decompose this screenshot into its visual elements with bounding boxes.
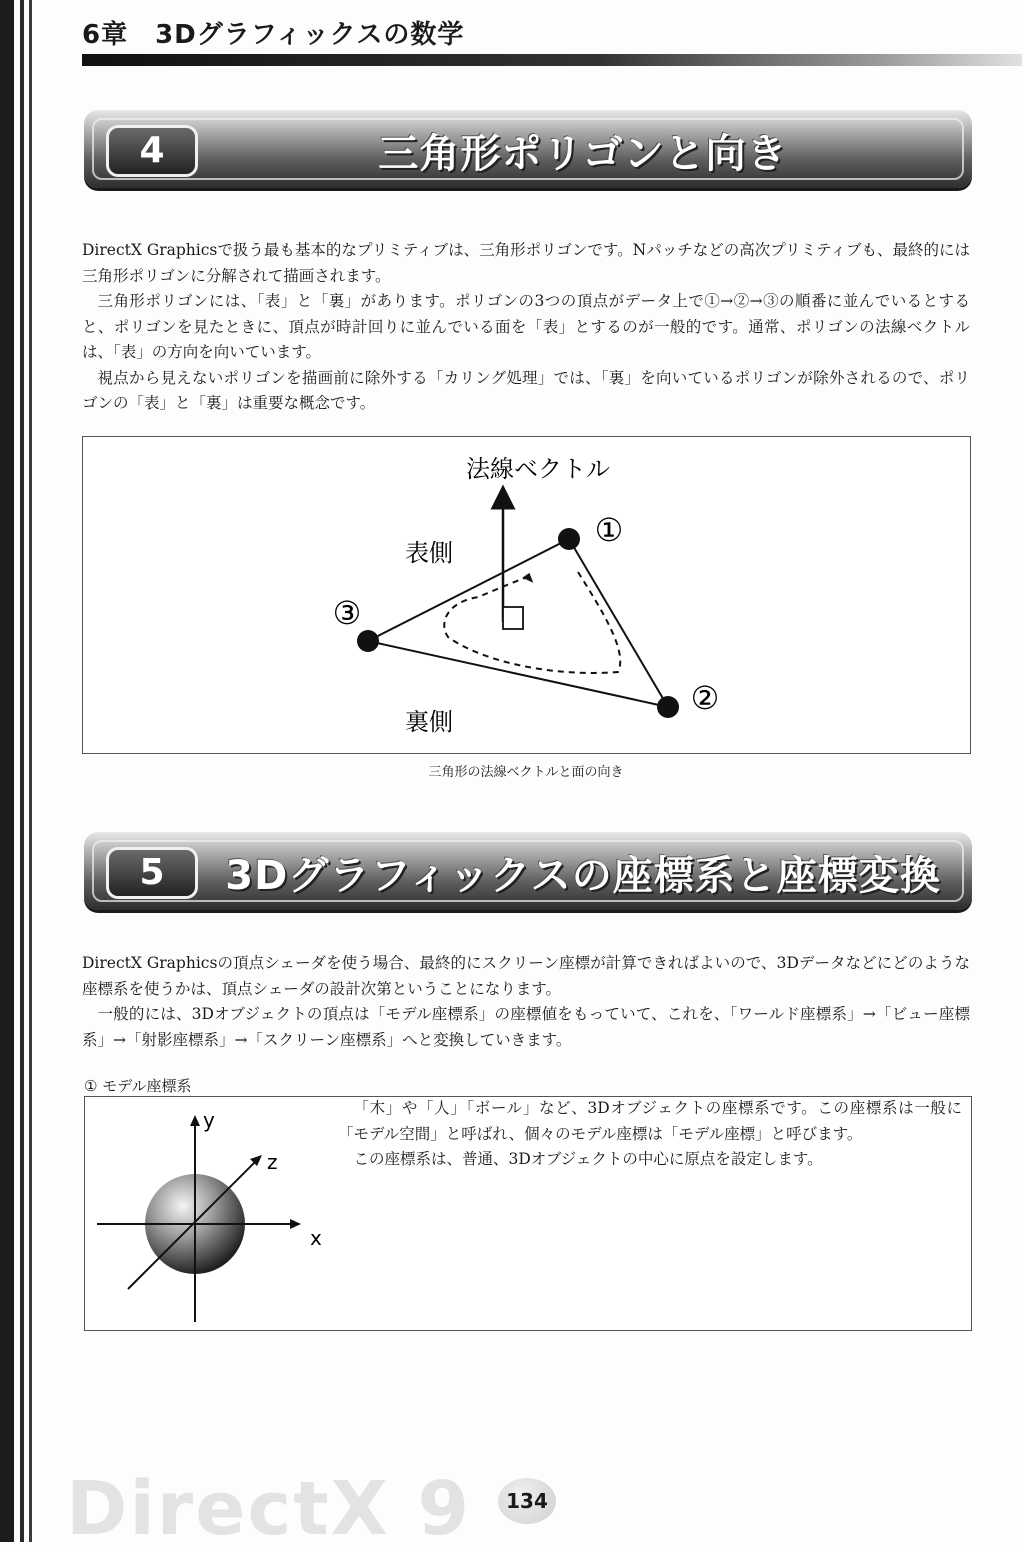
winding-path: [444, 572, 620, 673]
section-banner-4: [84, 110, 972, 188]
section4-body: [82, 238, 970, 417]
x-axis-arrowhead: [290, 1219, 301, 1229]
triangle-diagram: [83, 437, 970, 753]
figure-caption: 三角形の法線ベクトルと面の向き: [428, 765, 624, 780]
paragraph: DirectX Graphicsで扱う最も基本的なプリミティブは、三角形ポリゴンです。Nパッチなどの高次プリミティブも、最終的には三角形ポリゴンに分解されて描画されます。: [82, 241, 970, 285]
section-number: 5: [106, 847, 198, 899]
back-side-label: 裏側: [405, 708, 453, 736]
vertex-dot-2: [657, 696, 679, 718]
chapter-title: 6章 3Dグラフィックスの数学: [82, 20, 465, 50]
section-title: 三角形ポリゴンと向き: [378, 131, 788, 177]
normal-label: 法線ベクトル: [466, 455, 610, 483]
triangle-figure: [82, 436, 971, 754]
front-side-label: 表側: [405, 539, 453, 567]
winding-arrowhead: [522, 571, 536, 583]
paragraph: 視点から見えないポリゴンを描画前に除外する「カリング処理」では、「裏」を向いているポリゴンが除外されるので、ポリゴンの「表」と「裏」は重要な概念です。: [82, 368, 970, 412]
section-number: 4: [106, 125, 198, 177]
subsection-heading: ① モデル座標系: [84, 1077, 192, 1095]
vertex-label-3: ③: [332, 594, 362, 632]
section-title: 3Dグラフィックスの座標系と座標変換: [225, 853, 941, 899]
vertex-dot-1: [558, 528, 580, 550]
vertex-label-2: ②: [690, 679, 720, 717]
paragraph: DirectX Graphicsの頂点シェーダを使う場合、最終的にスクリーン座標が計算できればよいので、3Dデータなどにどのような座標系を使うかは、頂点シェーダの設計次第ということになります。: [82, 954, 970, 998]
y-axis-label: y: [203, 1108, 215, 1132]
paragraph: 一般的には、3Dオブジェクトの頂点は「モデル座標系」の座標値をもっていて、これを、「ワールド座標系」→「ビュー座標系」→「射影座標系」→「スクリーン座標系」へと変換していきます。: [82, 1005, 970, 1049]
x-axis-label: x: [310, 1226, 322, 1250]
section5-body: [82, 951, 970, 1053]
z-axis-label: z: [267, 1150, 278, 1174]
y-axis-arrowhead: [190, 1115, 200, 1126]
page-number: 134: [498, 1478, 556, 1524]
paragraph: 「木」や「人」「ボール」など、3Dオブジェクトの座標系です。この座標系は一般に「モデル空間」と呼ばれ、個々のモデル座標は「モデル座標」と呼びます。: [338, 1099, 962, 1143]
right-angle-marker: [503, 607, 523, 629]
paragraph: 三角形ポリゴンには、「表」と「裏」があります。ポリゴンの3つの頂点がデータ上で①→②→③の順番に並んでいるとすると、ポリゴンを見たときに、頂点が時計回りに並んでいる面を「表」とするのが一般的です。通常、ポリゴンの法線ベクトルは、「表」の方向を向いています。: [82, 292, 970, 361]
chapter-rule: [82, 54, 1022, 66]
section-banner-5: [84, 832, 972, 910]
directx-logo: DirectX 9: [66, 1466, 472, 1552]
vertex-label-1: ①: [594, 511, 624, 549]
binding-spine: [0, 0, 40, 1542]
model-coordinate-text: [338, 1096, 962, 1173]
vertex-dot-3: [357, 630, 379, 652]
paragraph: この座標系は、普通、3Dオブジェクトの中心に原点を設定します。: [353, 1150, 823, 1168]
model-axes-diagram: [85, 1097, 335, 1330]
